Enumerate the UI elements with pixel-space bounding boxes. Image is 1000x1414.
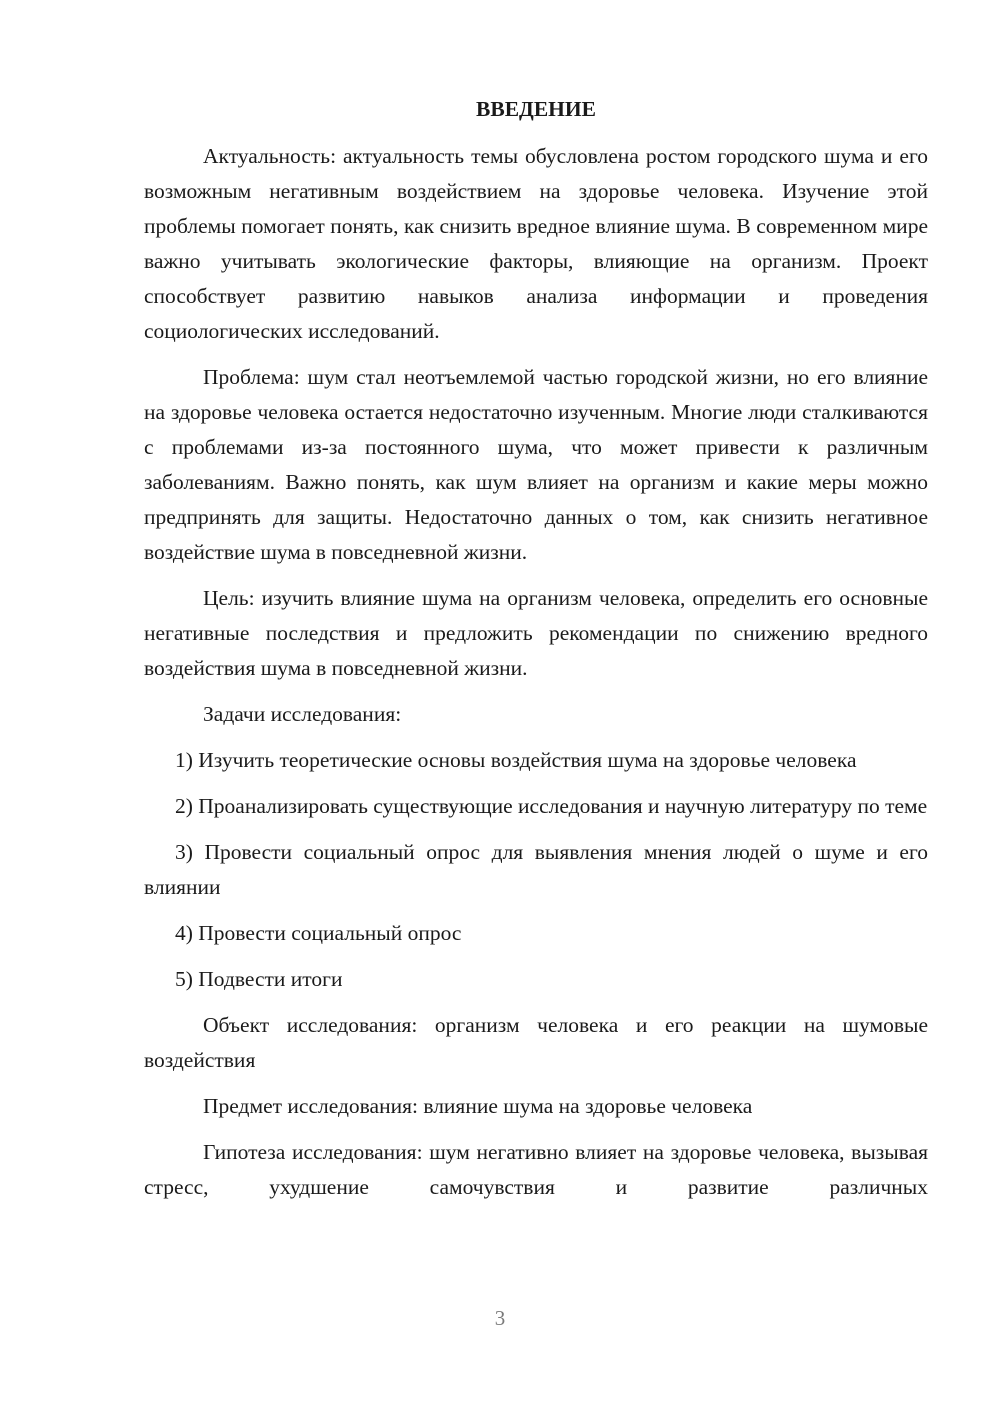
paragraph-relevance: Актуальность: актуальность темы обусловлена ростом городского шума и его возможным негативным воздействием на здоровье человека. Изучение этой проблемы помогает понять, как снизить вредное влияние шума. В современном мире важно учитывать экологические факторы, влияющие на организм. Проект способствует развитию навыков анализа информации и проведения социологических исследований. [144,144,928,343]
task-item-3: 3) Провести социальный опрос для выявления мнения людей о шуме и его влиянии [144,840,928,899]
task-item-5: 5) Подвести итоги [175,967,343,991]
page-number: 3 [494,1306,506,1330]
document-page [144,92,928,1216]
task-item-1: 1) Изучить теоретические основы воздействия шума на здоровье человека [175,748,857,772]
paragraph-tasks-heading: Задачи исследования: [203,702,402,726]
paragraph-hypothesis: Гипотеза исследования: шум негативно влияет на здоровье человека, вызывая стресс, ухудшение самочувствия и развитие различных [144,1140,928,1199]
task-item-2: 2) Проанализировать существующие исследования и научную литературу по теме [175,794,928,818]
task-item-4: 4) Провести социальный опрос [175,921,462,945]
section-title: ВВЕДЕНИЕ [476,97,596,121]
paragraph-object: Объект исследования: организм человека и его реакции на шумовые воздействия [144,1013,928,1072]
paragraph-problem: Проблема: шум стал неотъемлемой частью городской жизни, но его влияние на здоровье человека остается недостаточно изученным. Многие люди сталкиваются с проблемами из-за постоянного шума, что может привести к различным заболеваниям. Важно понять, как шум влияет на организм и какие меры можно предпринять для защиты. Недостаточно данных о том, как снизить негативное воздействие шума в повседневной жизни. [144,365,928,564]
paragraph-goal: Цель: изучить влияние шума на организм человека, определить его основные негативные последствия и предложить рекомендации по снижению вредного воздействия шума в повседневной жизни. [144,586,928,680]
paragraph-subject: Предмет исследования: влияние шума на здоровье человека [203,1094,753,1118]
